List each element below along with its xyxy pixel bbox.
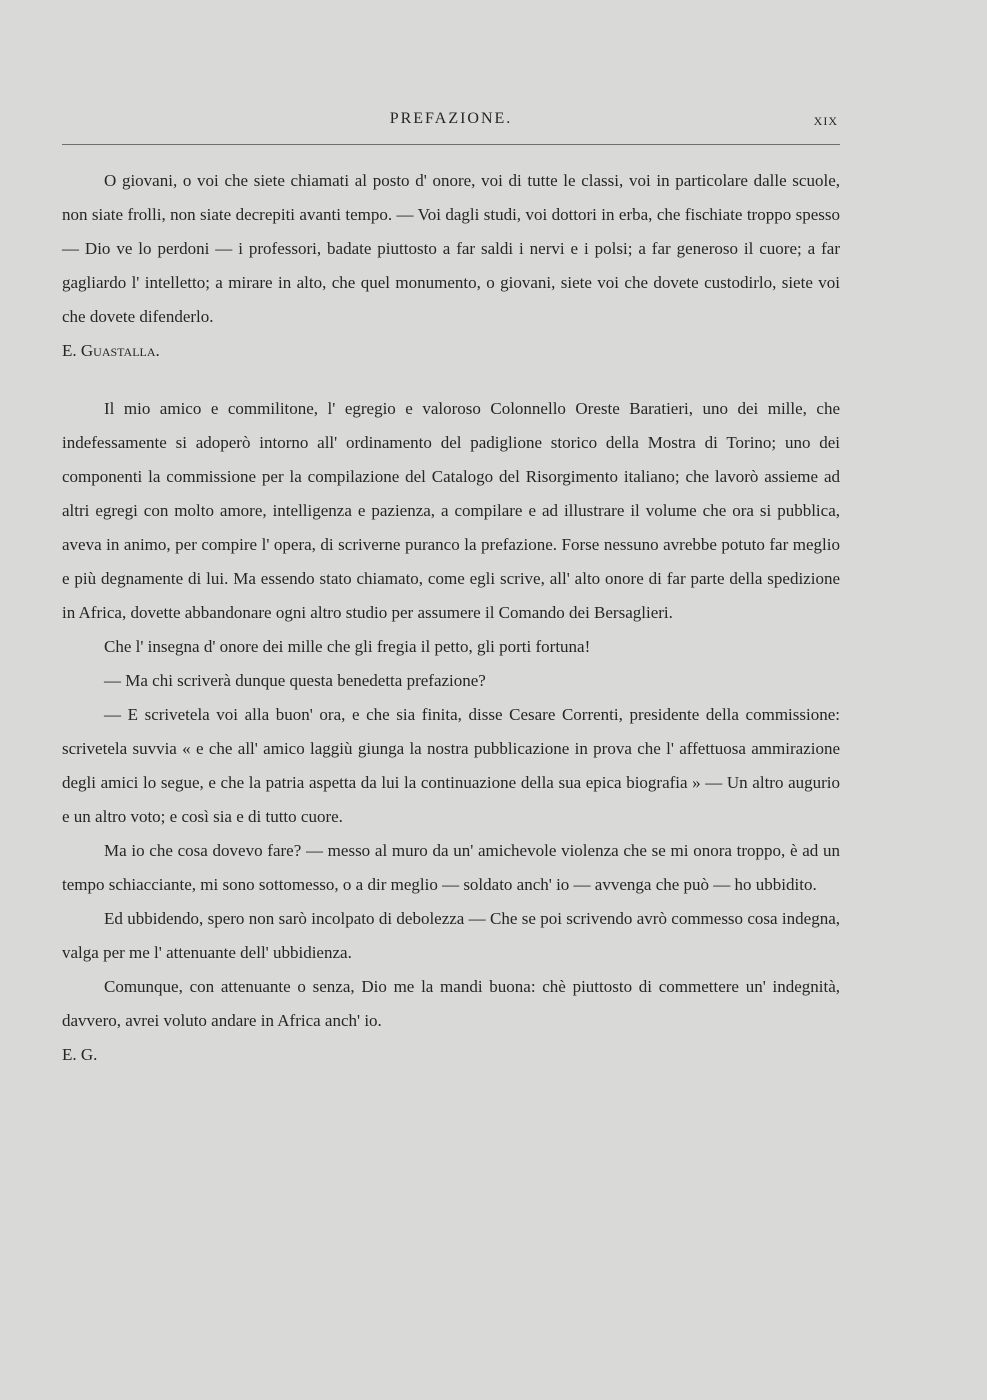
paragraph-3: Che l' insegna d' onore dei mille che gli fregia il petto, gli porti fortuna! [104,637,591,656]
paragraph-1: O giovani, o voi che siete chiamati al posto d' onore, voi di tutte le classi, voi in particolare dalle scuole, non siate frolli, non siate decrepiti avanti tempo. — Voi dagli studi, voi dottori in erba, che fischiate troppo spesso — Dio ve lo perdoni — i professori, badate piuttosto a far saldi i nervi e i polsi; a far generoso il cuore; a far gagliardo l' intelletto; a mirare in alto, che quel monumento, o giovani, siete voi che dovete custodirlo, siete voi che dovete difenderlo. [62,171,840,326]
paragraph-8: Comunque, con attenuante o senza, Dio me la mandi buona: chè piuttosto di commettere un' indegnità, davvero, avrei voluto andare in Africa anch' io. [62,977,840,1030]
paragraph-4: — Ma chi scriverà dunque questa benedetta prefazione? [104,671,486,690]
page-header [62,110,840,138]
signature-initial: E. [62,341,77,360]
running-title: PREFAZIONE. [389,110,513,127]
paragraph-gap [62,368,840,392]
paragraph-5: — E scrivetela voi alla buon' ora, e che sia finita, disse Cesare Correnti, presidente della commissione: scrivetela suvvia « e che all' amico laggiù giunga la nostra pubblicazione in prova che l' affettuosa ammirazione degli amici lo segue, e che la patria aspetta da lui la continuazione della sua epica biografia » — Un altro augurio e un altro voto; e così sia e di tutto cuore. [62,705,840,826]
body-text [62,164,840,1072]
paragraph-7: Ed ubbidendo, spero non sarò incolpato di debolezza — Che se poi scrivendo avrò commesso cosa indegna, valga per me l' attenuante dell' ubbidienza. [62,909,840,962]
signature-surname: Guastalla. [80,341,160,360]
header-rule [62,144,840,145]
signature-initials: E. G. [62,1045,98,1064]
paragraph-6: Ma io che cosa dovevo fare? — messo al muro da un' amichevole violenza che se mi onora troppo, è ad un tempo schiacciante, mi sono sottomesso, o a dir meglio — soldato anch' io — avvenga che può — ho ubbidito. [62,841,840,894]
signature-guastalla [62,334,840,368]
paragraph-2: Il mio amico e commilitone, l' egregio e valoroso Colonnello Oreste Baratieri, uno dei mille, che indefessamente si adoperò intorno all' ordinamento del padiglione storico della Mostra di Torino; uno dei componenti la commissione per la compilazione del Catalogo del Risorgimento italiano; che lavorò assieme ad altri egregi con molto amore, intelligenza e pazienza, a compilare e ad illustrare il volume che ora si pubblica, aveva in animo, per compire l' opera, di scriverne puranco la prefazione. Forse nessuno avrebbe potuto far meglio e più degnamente di lui. Ma essendo stato chiamato, come egli scrive, all' alto onore di far parte della spedizione in Africa, dovette abbandonare ogni altro studio per assumere il Comando dei Bersaglieri. [62,399,840,622]
page-number: XIX [813,114,838,128]
